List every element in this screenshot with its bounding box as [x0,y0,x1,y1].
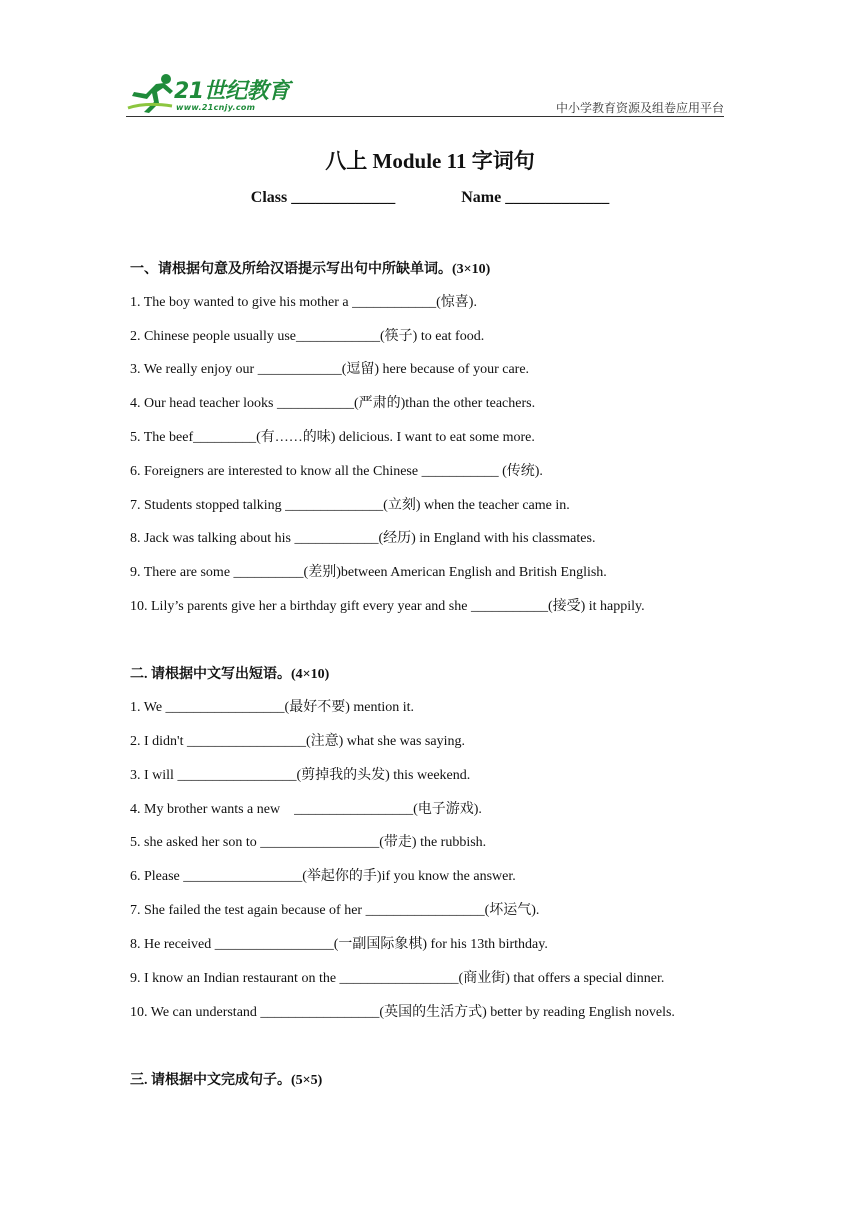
name-field: Name _____________ [461,189,610,206]
runner-logo-icon [126,72,178,114]
question-item: 7. Students stopped talking ______________(立刻) when the teacher came in. [130,498,570,513]
section-title: 一、请根据句意及所给汉语提示写出句中所缺单词。(3×10) [130,262,491,277]
question-item: 10. We can understand _________________(英国的生活方式) better by reading English novels. [130,1005,675,1020]
class-name-line [0,189,860,207]
logo-url: www.21cnjy.com [176,103,256,112]
logo-text: 21世纪教育 [174,79,290,104]
platform-text: 中小学教育资源及组卷应用平台 [555,101,724,115]
question-item: 2. Chinese people usually use____________(筷子) to eat food. [130,329,485,344]
logo [126,70,296,116]
question-item: 2. I didn't _________________(注意) what she was saying. [130,734,465,749]
question-item: 4. My brother wants a new _________________(电子游戏). [130,802,482,817]
question-item: 7. She failed the test again because of her _________________(坏运气). [130,903,540,918]
section-title: 二. 请根据中文写出短语。(4×10) [130,667,330,682]
question-item: 6. Foreigners are interested to know all the Chinese ___________ (传统). [130,464,543,479]
question-item: 8. He received _________________(一副国际象棋) for his 13th birthday. [130,937,548,952]
question-item: 5. The beef_________(有……的味) delicious. I want to eat some more. [130,430,535,445]
question-item: 6. Please _________________(举起你的手)if you know the answer. [130,869,516,884]
question-item: 9. I know an Indian restaurant on the _________________(商业街) that offers a special dinner. [130,971,665,986]
question-item: 4. Our head teacher looks ___________(严肃的)than the other teachers. [130,396,536,411]
question-item: 3. I will _________________(剪掉我的头发) this weekend. [130,768,471,783]
class-field: Class _____________ [250,189,396,206]
question-item: 1. The boy wanted to give his mother a ____________(惊喜). [130,295,477,310]
question-item: 3. We really enjoy our ____________(逗留) here because of your care. [130,362,530,377]
question-item: 1. We _________________(最好不要) mention it. [130,700,415,715]
header-divider [126,116,724,117]
page-header [126,70,724,118]
question-item: 10. Lily’s parents give her a birthday gift every year and she ___________(接受) it happily. [130,599,645,614]
question-item: 5. she asked her son to _________________(带走) the rubbish. [130,835,487,850]
section-title: 三. 请根据中文完成句子。(5×5) [130,1073,323,1088]
page-title: 八上 Module 11 字词句 [325,149,535,173]
question-item: 8. Jack was talking about his ____________(经历) in England with his classmates. [130,531,596,546]
question-item: 9. There are some __________(差别)between American English and British English. [130,565,607,580]
